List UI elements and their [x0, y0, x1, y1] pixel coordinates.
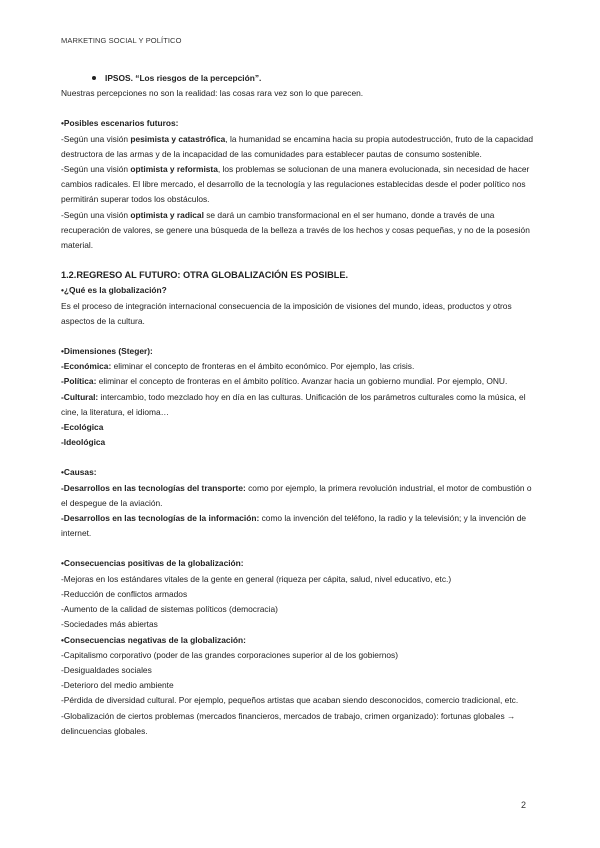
causa-transporte: -Desarrollos en las tecnologías del transporte: como por ejemplo, la primera revolución industrial, el motor de combustión o el despegue de la aviación. — [61, 482, 532, 508]
dimension-cultural: -Cultural: intercambio, todo mezclado hoy en día en las culturas. Unificación de los parámetros culturales como la música, el cine, la literatura, el idioma… — [61, 391, 526, 417]
list-item: -Globalización de ciertos problemas (mercados financieros, mercados de trabajo, crimen organizado): fortunas globales → delincuencias globales. — [61, 710, 516, 736]
section-title: 1.2.REGRESO AL FUTURO: OTRA GLOBALIZACIÓN ES POSIBLE. — [61, 270, 349, 281]
dimension-politica: -Política: eliminar el concepto de fronteras en el ámbito político. Avanzar hacia un gobierno mundial. Por ejemplo, ONU. — [61, 376, 508, 387]
causa-informacion: -Desarrollos en las tecnologías de la información: como la invención del teléfono, la radio y la televisión; y la invención de internet. — [61, 513, 527, 539]
escenarios-heading: •Posibles escenarios futuros: — [61, 118, 179, 129]
dimension-ideologica: -Ideológica — [61, 437, 106, 448]
page-number: 2 — [520, 800, 526, 810]
escenario-1: -Según una visión pesimista y catastrófica, la humanidad se encamina hacia su propia autodestrucción, fruto de la capacidad destructora de las armas y de la incapacidad de las comunidades para establecer pautas de consumo sostenible. — [61, 133, 534, 159]
list-item: -Capitalismo corporativo (poder de las grandes corporaciones superior al de los gobiernos) — [61, 649, 399, 660]
list-item: -Reducción de conflictos armados — [61, 588, 188, 599]
que-es-heading: •¿Qué es la globalización? — [61, 285, 167, 296]
list-item: -Pérdida de diversidad cultural. Por ejemplo, pequeños artistas que acaban siendo desconocidos, comercio tradicional, etc. — [61, 695, 519, 706]
list-item: -Aumento de la calidad de sistemas políticos (democracia) — [61, 604, 278, 615]
list-item: -Mejoras en los estándares vitales de la gente en general (riqueza per cápita, salud, nivel educativo, etc.) — [61, 573, 452, 584]
list-item: -Sociedades más abiertas — [61, 619, 158, 630]
ipsos-title: IPSOS. “Los riesgos de la percepción”. — [105, 73, 262, 83]
running-header: MARKETING SOCIAL Y POLÍTICO — [61, 36, 182, 45]
dimensiones-heading: •Dimensiones (Steger): — [61, 346, 153, 357]
que-es-text: Es el proceso de integración internacional consecuencia de la imposición de visiones del mundo, ideas, productos y otros aspectos de la cultura. — [61, 300, 512, 326]
causas-heading: •Causas: — [61, 467, 97, 478]
dimension-ecologica: -Ecológica — [61, 422, 104, 433]
positivas-heading: •Consecuencias positivas de la globalización: — [61, 558, 244, 569]
list-item: -Deterioro del medio ambiente — [61, 680, 174, 691]
ipsos-text: Nuestras percepciones no son la realidad: las cosas rara vez son lo que parecen. — [61, 88, 364, 99]
negativas-heading: •Consecuencias negativas de la globalización: — [61, 634, 246, 645]
ipsos-bullet — [61, 71, 539, 86]
escenario-3: -Según una visión optimista y radical se dará un cambio transformacional en el ser humano, donde a través de una recuperación de valores, se genere una búsqueda de la belleza a través de los hechos y cosas pequeñas, y no de la posesión material. — [61, 209, 530, 251]
escenario-2: -Según una visión optimista y reformista, los problemas se solucionan de una manera evolucionada, sin necesidad de hacer cambios radicales. El libre mercado, el desarrollo de la tecnología y las regulaciones establecidas desde el poder político nos permitirán superar todos los obstáculos. — [61, 164, 530, 205]
document-body — [61, 71, 539, 739]
dimension-economica: -Económica: eliminar el concepto de fronteras en el ámbito económico. Por ejemplo, las crisis. — [61, 361, 415, 372]
list-item: -Desigualdades sociales — [61, 664, 152, 675]
